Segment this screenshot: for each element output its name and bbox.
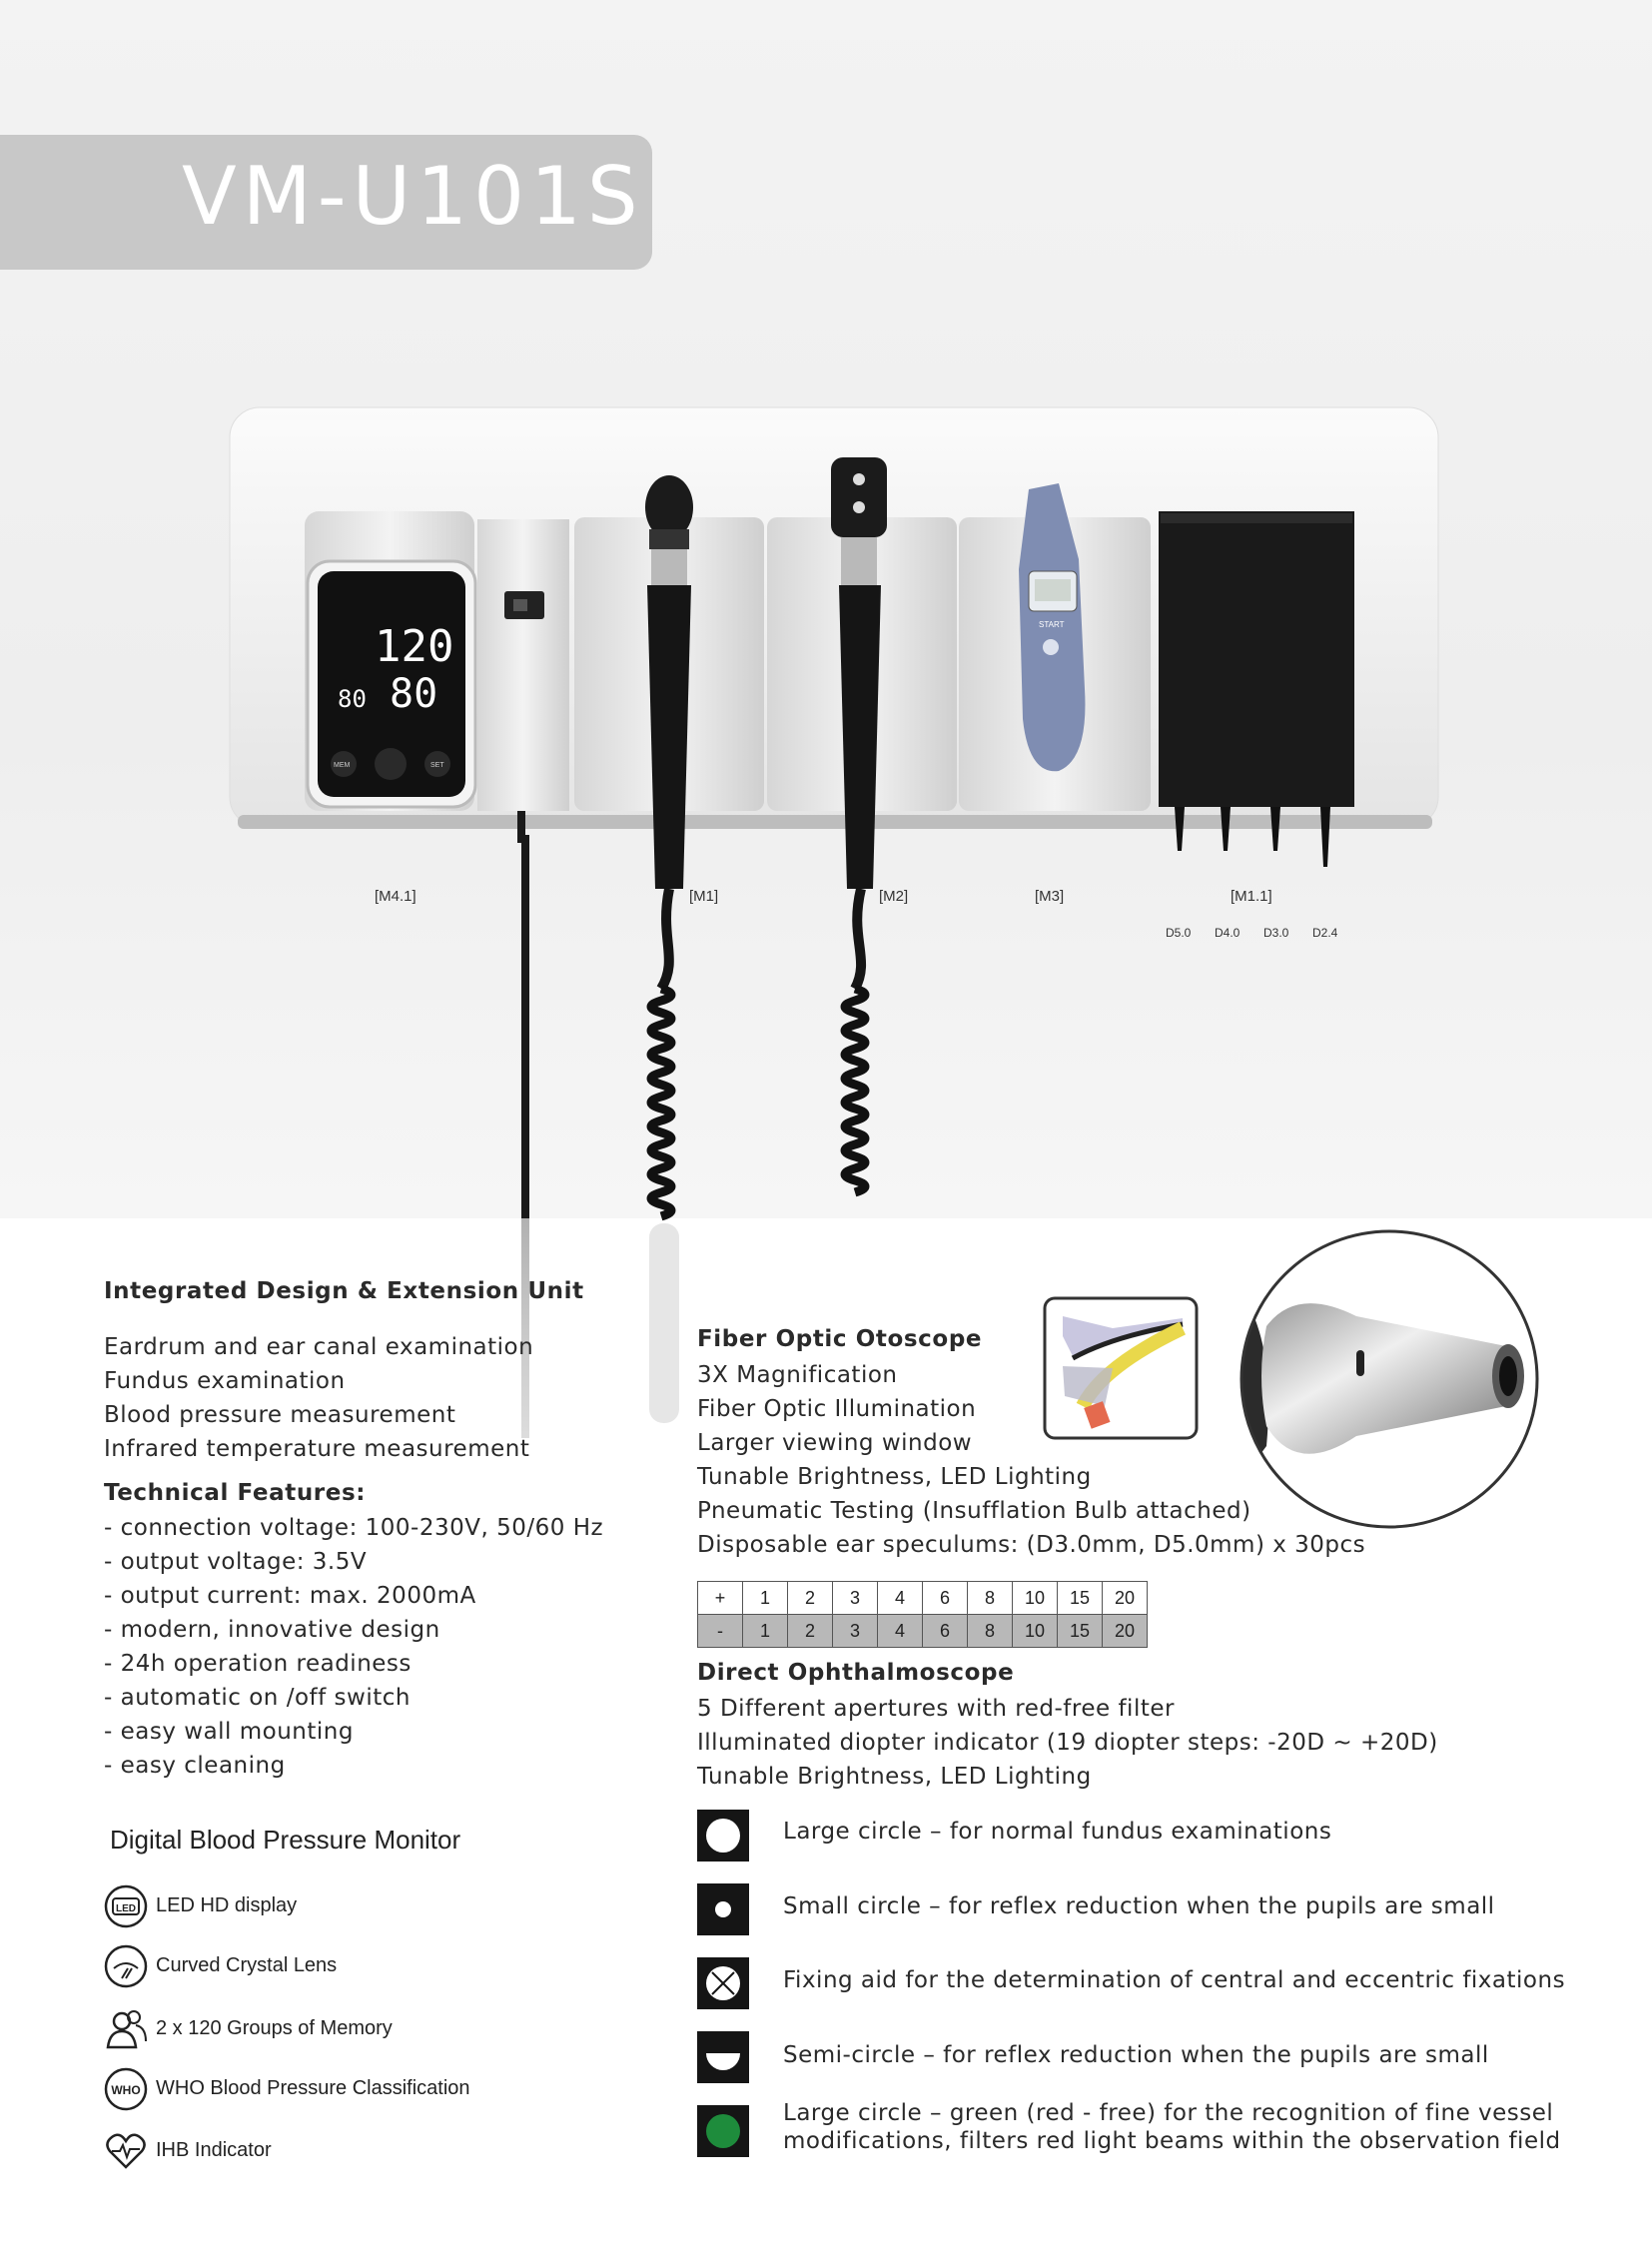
otoscope-heading: Fiber Optic Otoscope bbox=[697, 1326, 983, 1352]
model-title: VM-U101S bbox=[182, 150, 644, 243]
bp-monitor-heading: Digital Blood Pressure Monitor bbox=[110, 1825, 461, 1855]
diopter-minus-row bbox=[698, 1615, 1148, 1648]
module-label-m1-1: [M1.1] bbox=[1231, 888, 1272, 905]
list-item: Illuminated diopter indicator (19 diopter steps: -20D ~ +20D) bbox=[697, 1730, 1438, 1756]
table-cell: 15 bbox=[1058, 1582, 1103, 1615]
module-label-m2: [M2] bbox=[879, 888, 909, 905]
semi-circle-icon bbox=[697, 2031, 749, 2083]
bp-feature-label: 2 x 120 Groups of Memory bbox=[156, 2017, 393, 2039]
speculum-size-d3: D3.0 bbox=[1263, 926, 1289, 940]
bp-feature-label: IHB Indicator bbox=[156, 2139, 272, 2161]
bp-pulse-value: 80 bbox=[338, 685, 367, 713]
list-item: - automatic on /off switch bbox=[104, 1685, 411, 1711]
list-item: - easy wall mounting bbox=[104, 1719, 354, 1745]
bp-dia-value: 80 bbox=[390, 671, 438, 717]
aperture-desc: Large circle – for normal fundus examinations bbox=[783, 1819, 1332, 1845]
list-item: Eardrum and ear canal examination bbox=[104, 1334, 534, 1360]
table-cell: 20 bbox=[1103, 1582, 1148, 1615]
speculum-size-d4: D4.0 bbox=[1215, 926, 1240, 940]
bp-sys-value: 120 bbox=[375, 621, 454, 672]
list-item: - connection voltage: 100-230V, 50/60 Hz bbox=[104, 1515, 604, 1541]
list-item: - modern, innovative design bbox=[104, 1617, 440, 1643]
technical-list bbox=[104, 1511, 603, 1783]
speculum-size-d5: D5.0 bbox=[1166, 926, 1192, 940]
lens-icon bbox=[104, 1944, 148, 1988]
list-item: Fundus examination bbox=[104, 1368, 346, 1394]
svg-text:LED: LED bbox=[116, 1903, 136, 1914]
diopter-plus-row bbox=[698, 1582, 1148, 1615]
table-cell: 1 bbox=[743, 1615, 788, 1648]
svg-text:WHO: WHO bbox=[111, 2083, 141, 2097]
table-cell: 3 bbox=[833, 1615, 878, 1648]
svg-text:SET: SET bbox=[430, 762, 444, 769]
list-item: - output current: max. 2000mA bbox=[104, 1583, 476, 1609]
list-item: - 24h operation readiness bbox=[104, 1651, 412, 1677]
table-cell: - bbox=[698, 1615, 743, 1648]
who-icon bbox=[104, 2067, 148, 2111]
table-cell: 2 bbox=[788, 1615, 833, 1648]
svg-text:START: START bbox=[1039, 620, 1065, 629]
green-circle-icon bbox=[697, 2105, 749, 2157]
bp-feature-label: Curved Crystal Lens bbox=[156, 1954, 338, 1976]
aperture-desc-line2: modifications, filters red light beams within the observation field bbox=[783, 2128, 1561, 2154]
heart-icon bbox=[104, 2129, 148, 2173]
list-item: - output voltage: 3.5V bbox=[104, 1549, 368, 1575]
table-cell: + bbox=[698, 1582, 743, 1615]
integrated-heading: Integrated Design & Extension Unit bbox=[104, 1278, 584, 1304]
table-cell: 6 bbox=[923, 1582, 968, 1615]
technical-heading: Technical Features: bbox=[104, 1480, 367, 1506]
module-label-m4-1: [M4.1] bbox=[375, 888, 416, 905]
module-label-m1: [M1] bbox=[689, 888, 719, 905]
list-item: Pneumatic Testing (Insufflation Bulb attached) bbox=[697, 1498, 1251, 1524]
integrated-list bbox=[104, 1330, 533, 1466]
table-cell: 10 bbox=[1013, 1582, 1058, 1615]
otoscope-list bbox=[697, 1358, 1365, 1562]
bp-feature-label: WHO Blood Pressure Classification bbox=[156, 2077, 470, 2099]
table-cell: 4 bbox=[878, 1582, 923, 1615]
list-item: Tunable Brightness, LED Lighting bbox=[697, 1764, 1092, 1790]
fixation-cross-icon bbox=[697, 1957, 749, 2009]
table-cell: 8 bbox=[968, 1582, 1013, 1615]
list-item: Disposable ear speculums: (D3.0mm, D5.0mm) x 30pcs bbox=[697, 1532, 1366, 1558]
table-cell: 15 bbox=[1058, 1615, 1103, 1648]
module-label-m3: [M3] bbox=[1035, 888, 1065, 905]
list-item: Infrared temperature measurement bbox=[104, 1436, 530, 1462]
bp-monitor-device bbox=[308, 561, 475, 807]
list-item: 5 Different apertures with red-free filter bbox=[697, 1696, 1175, 1722]
table-cell: 2 bbox=[788, 1582, 833, 1615]
list-item: Larger viewing window bbox=[697, 1430, 973, 1456]
aperture-desc: Large circle – green (red - free) for the recognition of fine vessel bbox=[783, 2100, 1554, 2126]
list-item: Blood pressure measurement bbox=[104, 1402, 456, 1428]
ophthalmoscope-list bbox=[697, 1692, 1438, 1794]
otoscope-handle bbox=[645, 475, 693, 1423]
list-item: - easy cleaning bbox=[104, 1753, 286, 1779]
table-cell: 6 bbox=[923, 1615, 968, 1648]
table-cell: 3 bbox=[833, 1582, 878, 1615]
bp-feature-label: LED HD display bbox=[156, 1894, 298, 1916]
list-item: Fiber Optic Illumination bbox=[697, 1396, 977, 1422]
large-circle-icon bbox=[697, 1810, 749, 1862]
users-icon bbox=[104, 2007, 148, 2051]
list-item: Tunable Brightness, LED Lighting bbox=[697, 1464, 1092, 1490]
aperture-desc: Semi-circle – for reflex reduction when the pupils are small bbox=[783, 2042, 1489, 2068]
table-cell: 8 bbox=[968, 1615, 1013, 1648]
led-icon bbox=[104, 1884, 148, 1928]
speculum-size-d2-4: D2.4 bbox=[1312, 926, 1338, 940]
table-cell: 10 bbox=[1013, 1615, 1058, 1648]
ophthalmoscope-heading: Direct Ophthalmoscope bbox=[697, 1660, 1015, 1686]
aperture-desc: Small circle – for reflex reduction when the pupils are small bbox=[783, 1893, 1495, 1919]
table-cell: 4 bbox=[878, 1615, 923, 1648]
list-item: 3X Magnification bbox=[697, 1362, 898, 1388]
table-cell: 1 bbox=[743, 1582, 788, 1615]
table-cell: 20 bbox=[1103, 1615, 1148, 1648]
aperture-desc: Fixing aid for the determination of central and eccentric fixations bbox=[783, 1967, 1566, 1993]
svg-text:MEM: MEM bbox=[334, 762, 351, 769]
diopter-table bbox=[697, 1581, 1148, 1648]
small-circle-icon bbox=[697, 1883, 749, 1935]
